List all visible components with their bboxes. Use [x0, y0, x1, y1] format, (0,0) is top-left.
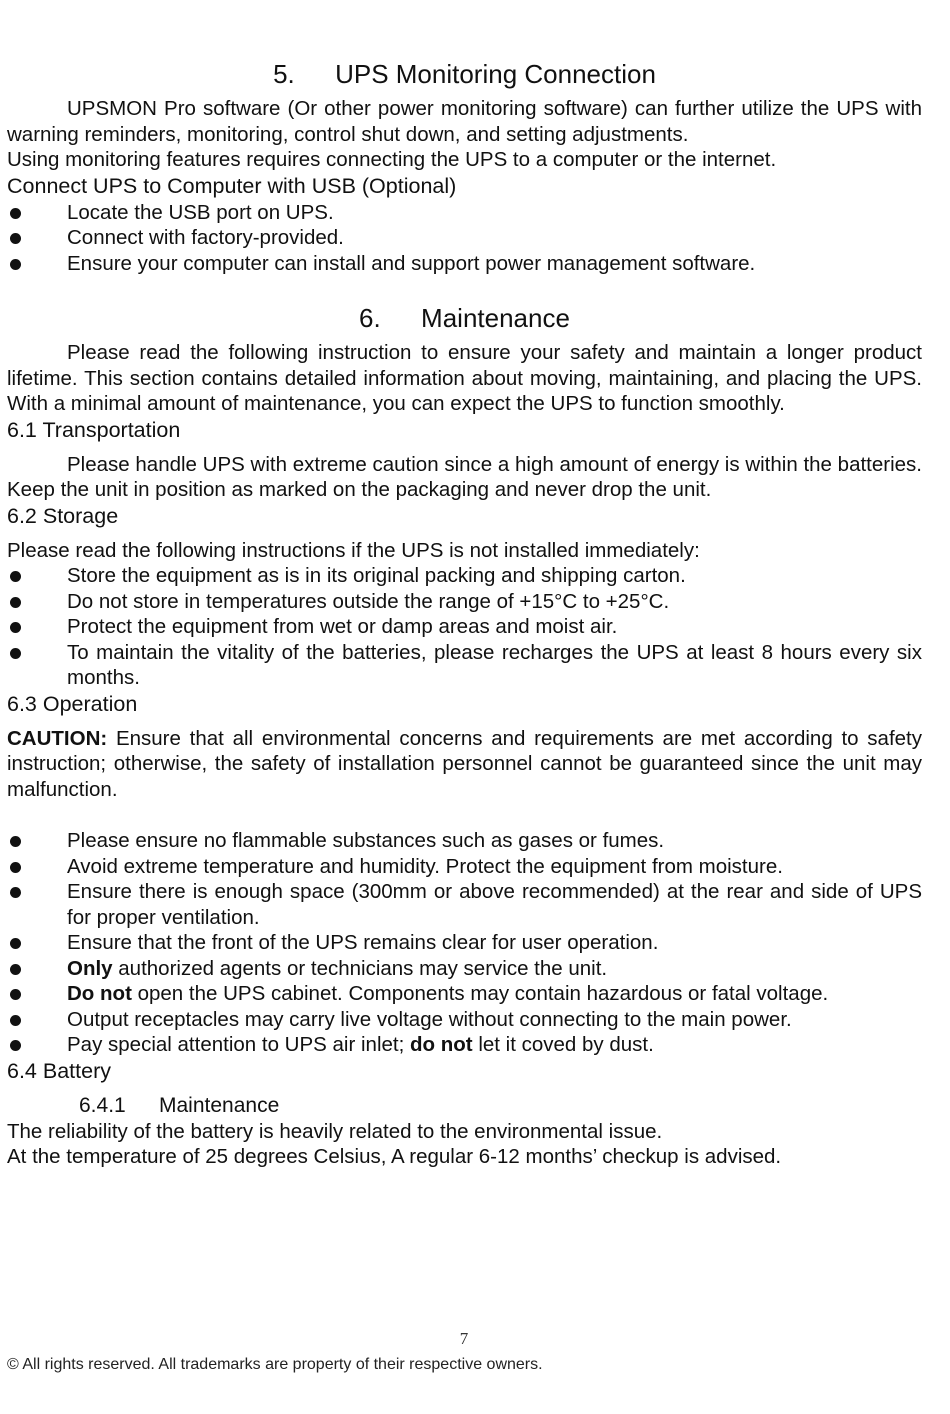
bullet-icon [10, 622, 21, 633]
list-item: Avoid extreme temperature and humidity. Protect the equipment from moisture. [7, 854, 922, 880]
list-item: Do not open the UPS cabinet. Components may contain hazardous or fatal voltage. [7, 981, 922, 1007]
caution-label: CAUTION: [7, 726, 108, 750]
section-6-title: Maintenance [421, 303, 570, 333]
bullet-icon [10, 862, 21, 873]
caution-text: Ensure that all environmental concerns and requirements are met according to safety instruction; otherwise, the safety of installation personnel cannot be guaranteed since the unit may malfunction. [7, 726, 922, 801]
bullet-icon [10, 887, 21, 898]
storage-list [7, 563, 922, 691]
list-item: To maintain the vitality of the batteries, please recharges the UPS at least 8 hours every six months. [7, 640, 922, 691]
list-item: Ensure there is enough space (300mm or above recommended) at the rear and side of UPS for proper ventilation. [7, 879, 922, 930]
storage-intro: Please read the following instructions if the UPS is not installed immediately: [7, 538, 700, 562]
storage-heading: 6.2 Storage [7, 503, 119, 528]
list-item: Pay special attention to UPS air inlet; do not let it coved by dust. [7, 1032, 922, 1058]
list-item: Store the equipment as is in its original packing and shipping carton. [7, 563, 922, 589]
subsection-number: 6.4.1 [79, 1093, 126, 1117]
subsection-title: Maintenance [159, 1093, 280, 1117]
operation-list [7, 828, 922, 1058]
battery-maintenance-heading [79, 1093, 922, 1119]
list-item: Ensure your computer can install and support power management software. [7, 251, 922, 277]
bullet-icon [10, 1015, 21, 1026]
battery-reliability-text: The reliability of the battery is heavily related to the environmental issue. [7, 1119, 663, 1143]
list-item: Ensure that the front of the UPS remains clear for user operation. [7, 930, 922, 956]
usb-heading: Connect UPS to Computer with USB (Optional) [7, 173, 457, 198]
bullet-icon [10, 938, 21, 949]
operation-heading: 6.3 Operation [7, 691, 138, 716]
monitoring-paragraph: UPSMON Pro software (Or other power monitoring software) can further utilize the UPS with warning reminders, monitoring, control shut down, and setting adjustments. [7, 97, 922, 146]
list-item: Please ensure no flammable substances such as gases or fumes. [7, 828, 922, 854]
transportation-heading: 6.1 Transportation [7, 417, 181, 442]
section-5-number: 5. [273, 59, 295, 89]
section-5-title: UPS Monitoring Connection [335, 59, 656, 89]
list-item: Output receptacles may carry live voltage without connecting to the main power. [7, 1007, 922, 1033]
copyright-footer: © All rights reserved. All trademarks are property of their respective owners. [7, 1356, 543, 1373]
document-page [7, 58, 922, 1170]
monitoring-requirement: Using monitoring features requires connecting the UPS to a computer or the internet. [7, 148, 777, 171]
caution-paragraph [7, 726, 922, 803]
bullet-icon [10, 1040, 21, 1051]
section-6-number: 6. [359, 303, 381, 333]
bullet-icon [10, 989, 21, 1000]
maintenance-intro: Please read the following instruction to ensure your safety and maintain a longer product lifetime. This section contains detailed information about moving, maintaining, and placing the UPS. With a minimal amount of maintenance, you can expect the UPS to function smoothly. [7, 341, 922, 415]
list-item: Do not store in temperatures outside the range of +15°C to +25°C. [7, 589, 922, 615]
usb-list [7, 200, 922, 277]
bullet-icon [10, 836, 21, 847]
bullet-icon [10, 208, 21, 219]
bullet-icon [10, 648, 21, 659]
bullet-icon [10, 964, 21, 975]
bullet-icon [10, 259, 21, 270]
bullet-icon [10, 233, 21, 244]
battery-heading: 6.4 Battery [7, 1058, 111, 1083]
list-item: Locate the USB port on UPS. [7, 200, 922, 226]
battery-checkup-text: At the temperature of 25 degrees Celsius, A regular 6-12 months’ checkup is advised. [7, 1145, 782, 1168]
list-item: Protect the equipment from wet or damp areas and moist air. [7, 614, 922, 640]
section-6-heading [7, 302, 922, 334]
section-5-heading [7, 58, 922, 90]
page-number: 7 [459, 1329, 469, 1348]
list-item: Only authorized agents or technicians may service the unit. [7, 956, 922, 982]
bullet-icon [10, 571, 21, 582]
list-item: Connect with factory-provided. [7, 225, 922, 251]
transportation-text: Please handle UPS with extreme caution since a high amount of energy is within the batteries. Keep the unit in position as marked on the packaging and never drop the unit. [7, 452, 922, 501]
bullet-icon [10, 597, 21, 608]
